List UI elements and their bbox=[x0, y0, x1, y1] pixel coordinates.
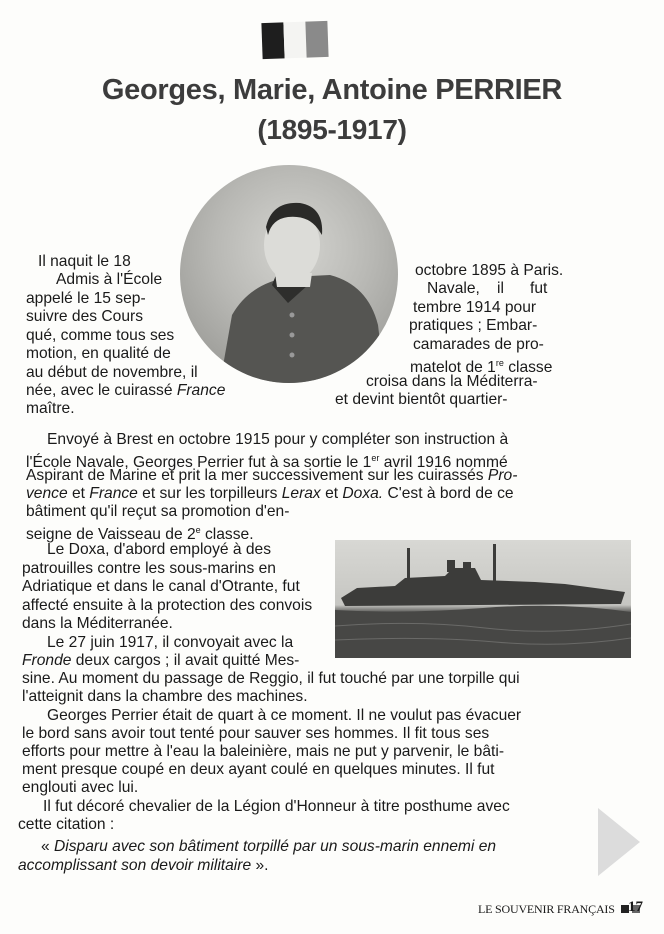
intro-right-line: il bbox=[497, 280, 504, 297]
ship-name-france: France bbox=[176, 382, 226, 399]
paragraph-line: seigne de Vaisseau de 2e classe. bbox=[26, 525, 254, 544]
intro-right-line: croisa dans la Méditerra- bbox=[366, 373, 538, 390]
paragraph-line: vence et France et sur les torpilleurs Lerax et Doxa. C'est à bord de ce bbox=[26, 485, 514, 502]
intro-left-line: appelé le 15 sep- bbox=[26, 290, 146, 307]
intro-right-line: octobre 1895 à Paris. bbox=[415, 262, 564, 279]
ship-photo bbox=[335, 540, 631, 658]
paragraph-line: Adriatique et dans le canal d'Otrante, fut bbox=[22, 578, 300, 595]
paragraph-line: affecté ensuite à la protection des convois bbox=[22, 597, 313, 614]
intro-left-line: née, avec le cuirassé France bbox=[26, 382, 226, 399]
intro-right-line: matelot de 1re classe bbox=[410, 358, 553, 377]
paragraph-line: le bord sans avoir tout tenté pour sauver ses hommes. Il fit tous ses bbox=[22, 725, 490, 742]
paragraph-line: sine. Au moment du passage de Reggio, il fut touché par une torpille qui bbox=[22, 670, 520, 687]
intro-left-line: au début de novembre, il bbox=[26, 364, 198, 381]
paragraph-line: cette citation : bbox=[18, 816, 115, 833]
paragraph-line: dans la Méditerranée. bbox=[22, 615, 173, 632]
french-flag bbox=[261, 21, 328, 59]
paragraph-line: l'atteignit dans la chambre des machines. bbox=[22, 688, 308, 705]
paragraph-line: Le Doxa, d'abord employé à des bbox=[47, 541, 272, 558]
paragraph-line: bâtiment qu'il reçut sa promotion d'en- bbox=[26, 503, 290, 520]
life-dates: (1895-1917) bbox=[257, 114, 407, 145]
paragraph-line: Aspirant de Marine et prit la mer successivement sur les cuirassés Pro- bbox=[26, 467, 518, 484]
intro-right-line: fut bbox=[530, 280, 548, 297]
page-number: 17 bbox=[628, 899, 643, 915]
intro-right-line: tembre 1914 pour bbox=[413, 299, 537, 316]
intro-left-line: suivre des Cours bbox=[26, 308, 143, 325]
paragraph-line: Le 27 juin 1917, il convoyait avec la bbox=[47, 634, 294, 651]
paragraph-line: patrouilles contre les sous-marins en bbox=[22, 560, 276, 577]
paragraph-line: Fronde deux cargos ; il avait quitté Mes- bbox=[22, 652, 300, 669]
paragraph-line: Georges Perrier était de quart à ce moment. Il ne voulut pas évacuer bbox=[47, 707, 522, 724]
page-arrow-icon bbox=[598, 808, 640, 876]
intro-right-line: camarades de pro- bbox=[413, 336, 544, 353]
intro-right-line: et devint bientôt quartier- bbox=[335, 391, 508, 408]
intro-left-line: Admis à l'École bbox=[56, 271, 163, 288]
citation-line: accomplissant son devoir militaire ». bbox=[18, 857, 269, 874]
intro-left-line: Il naquit le 18 bbox=[38, 253, 131, 270]
publication-name: LE SOUVENIR FRANÇAIS bbox=[478, 902, 640, 917]
intro-right-line: pratiques ; Embar- bbox=[409, 317, 538, 334]
intro-left-line: motion, en qualité de bbox=[26, 345, 171, 362]
page-title: Georges, Marie, Antoine PERRIER bbox=[101, 74, 563, 106]
intro-left-line: maître. bbox=[26, 400, 75, 417]
paragraph-line: Envoyé à Brest en octobre 1915 pour y compléter son instruction à bbox=[47, 431, 509, 448]
paragraph-line: englouti avec lui. bbox=[22, 779, 139, 796]
paragraph-line: Il fut décoré chevalier de la Légion d'Honneur à titre posthume avec bbox=[43, 798, 510, 815]
paragraph-line: efforts pour mettre à l'eau la baleinière, mais ne put y parvenir, le bâti- bbox=[22, 743, 505, 760]
portrait-photo bbox=[180, 165, 398, 383]
citation-line: « Disparu avec son bâtiment torpillé par un sous-marin ennemi en bbox=[41, 838, 497, 855]
intro-left-line: qué, comme tous ses bbox=[26, 327, 175, 344]
paragraph-line: ment presque coupé en deux ayant coulé en quelques minutes. Il fut bbox=[22, 761, 495, 778]
intro-right-line: Navale, bbox=[427, 280, 480, 297]
paragraph-line: l'École Navale, Georges Perrier fut à sa sortie le 1er avril 1916 nommé bbox=[26, 453, 508, 472]
